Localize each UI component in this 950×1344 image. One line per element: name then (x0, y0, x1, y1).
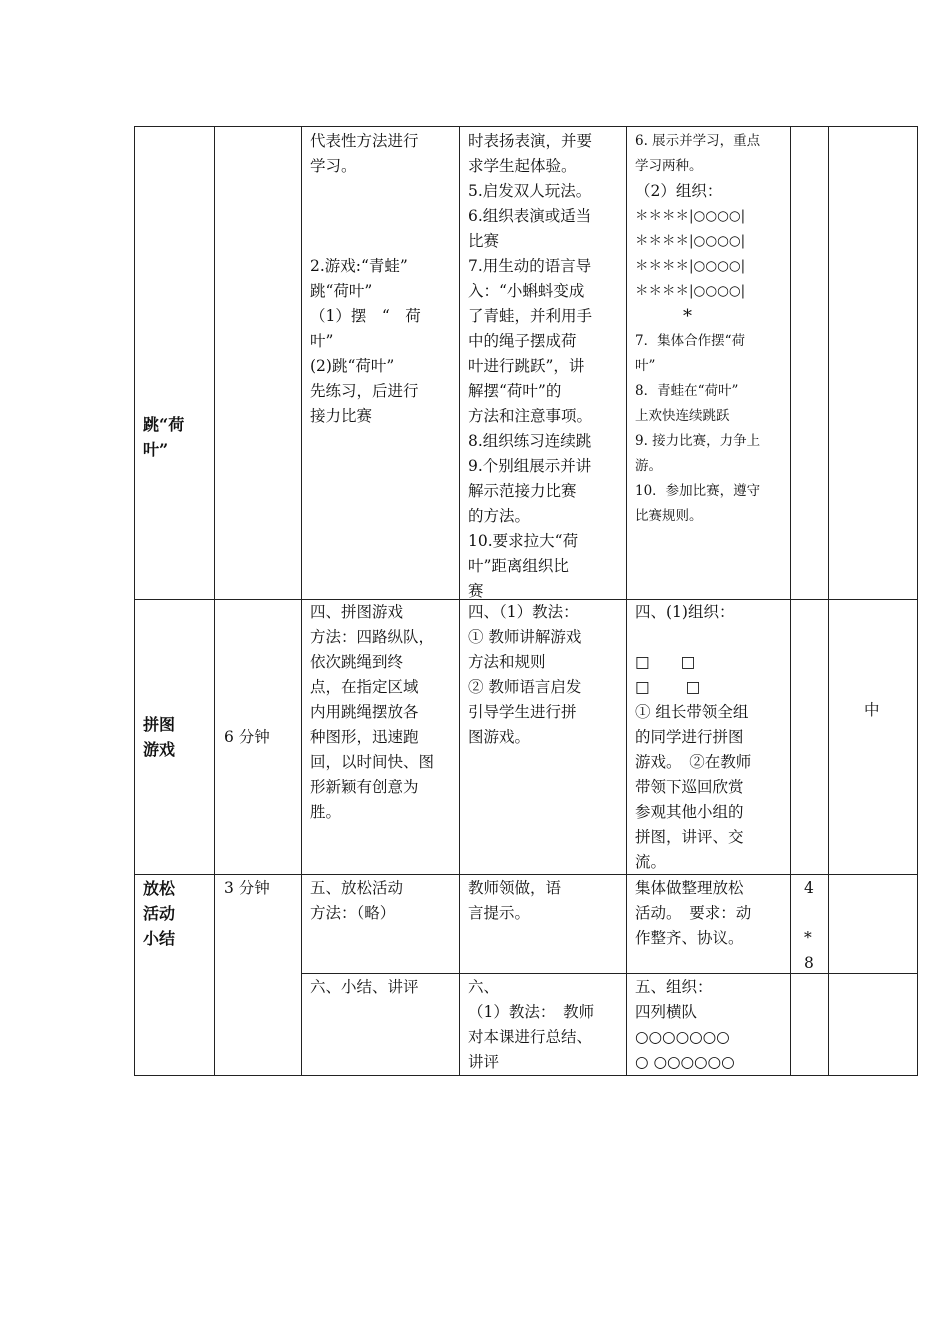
section-label-line: 游戏 (143, 740, 176, 759)
student-line: 6. 展示并学习，重点 (635, 133, 761, 149)
section-label-line: 拼图 (143, 715, 176, 734)
student-line: 7．集体合作摆“荷 (635, 333, 745, 349)
content-line: 五、放松活动 (310, 879, 404, 897)
content-line (310, 204, 454, 229)
teacher-line: 教师领做，语 (468, 879, 562, 897)
content-line: 六、小结、讲评 (310, 978, 419, 996)
time-cell-fangsong (224, 876, 300, 901)
content-line: 学习。 (310, 157, 357, 175)
teacher-line: 的方法。 (468, 507, 531, 525)
teacher-line: 比赛 (468, 232, 500, 250)
teacher-line: 解摆“荷叶”的 (468, 382, 562, 400)
intensity-value: 中 (864, 701, 880, 719)
teacher-line: 讲评 (468, 1053, 500, 1071)
formation-circles: ○ ○○○○○○ (635, 1053, 735, 1071)
content-line: (2)跳“荷叶” (310, 357, 395, 375)
count-line: 8 (804, 954, 814, 972)
student-line (635, 625, 787, 650)
col-divider-2 (301, 126, 302, 1076)
section-label-line: 放松 (143, 879, 176, 898)
student-line: （2）组织： (635, 182, 723, 200)
student-line: 作整齐、协议。 (635, 929, 744, 947)
content-line: （1）摆 “ 荷 (310, 307, 421, 325)
content-line: 方法：四路纵队， (310, 628, 435, 646)
student-line: 叶” (635, 358, 656, 374)
teacher-line: 7.用生动的语言导 (468, 257, 592, 275)
teacher-position-star: * (683, 306, 692, 327)
teacher-cell-tiao-heye (468, 129, 622, 604)
section-label-line: 跳“荷 (143, 415, 185, 434)
student-line: 集体做整理放松 (635, 879, 744, 897)
content-cell-xiaojie (310, 975, 454, 1000)
teacher-cell-xiaojie (468, 975, 622, 1075)
count-line (804, 901, 824, 926)
student-line: 四列横队 (635, 1003, 698, 1021)
student-cell-xiaojie (635, 975, 787, 1075)
teacher-line: 叶进行跳跃”，讲 (468, 357, 585, 375)
content-line: 叶” (310, 332, 334, 350)
student-line: 游。 (635, 458, 662, 474)
count-line: * (804, 929, 812, 947)
formation-line: ＊＊＊＊|○○○○| (635, 233, 746, 249)
formation-line: ＊＊＊＊|○○○○| (635, 283, 746, 299)
section-label-line: 活动 (143, 904, 176, 923)
teacher-line: 入：“小蝌蚪变成 (468, 282, 585, 300)
col-divider-5 (790, 126, 791, 1076)
teacher-line: 了青蛙，并利用手 (468, 307, 593, 325)
student-line: 四、(1)组织： (635, 603, 735, 621)
student-line: 流。 (635, 853, 667, 871)
student-line: 游戏。 ②在教师 (635, 753, 752, 771)
section-label-pintu (143, 712, 211, 762)
teacher-line: 10.要求拉大“荷 (468, 532, 579, 550)
teacher-line: 叶”距离组织比 (468, 557, 569, 575)
content-line: 方法：（略） (310, 904, 396, 922)
student-line: 上欢快连续跳跃 (635, 408, 730, 424)
col-border-right (917, 126, 918, 1076)
student-line: ① 组长带领全组 (635, 703, 749, 721)
teacher-line: 时表扬表演，并要 (468, 132, 593, 150)
teacher-line: 中的绳子摆成荷 (468, 332, 577, 350)
content-line (310, 229, 454, 254)
teacher-line: 六、 (468, 978, 500, 996)
teacher-line: 引导学生进行拼 (468, 703, 577, 721)
content-line: 内用跳绳摆放各 (310, 703, 419, 721)
teacher-line: 四、（1）教法： (468, 603, 579, 621)
content-cell-pintu (310, 600, 454, 825)
teacher-line: 6.组织表演或适当 (468, 207, 592, 225)
student-line: 五、组织： (635, 978, 713, 996)
table-border-bottom (134, 1075, 918, 1076)
teacher-line: 言提示。 (468, 904, 531, 922)
content-line: 四、拼图游戏 (310, 603, 404, 621)
time-cell-pintu (224, 725, 300, 750)
table-border-top (134, 126, 918, 127)
content-line: 回，以时间快、图 (310, 753, 435, 771)
teacher-cell-fangsong (468, 876, 622, 926)
formation-line: ＊＊＊＊|○○○○| (635, 258, 746, 274)
student-cell-tiao-heye (635, 129, 787, 529)
content-line: 胜。 (310, 803, 342, 821)
content-line: 代表性方法进行 (310, 132, 419, 150)
student-cell-fangsong (635, 876, 787, 951)
teacher-line: 赛 (468, 582, 484, 600)
content-line: 形新颖有创意为 (310, 778, 419, 796)
student-line: 10．参加比赛，遵守 (635, 483, 761, 499)
row-divider-2 (134, 874, 918, 875)
formation-squares: □ □ (635, 653, 696, 671)
teacher-line: 图游戏。 (468, 728, 531, 746)
content-line: 依次跳绳到终 (310, 653, 404, 671)
col-divider-3 (459, 126, 460, 1076)
teacher-line: 对本课进行总结、 (468, 1028, 593, 1046)
student-line: 比赛规则。 (635, 508, 703, 524)
formation-circles: ○○○○○○○ (635, 1028, 730, 1046)
teacher-line: 求学生起体验。 (468, 157, 577, 175)
section-label-line: 小结 (143, 929, 176, 948)
student-line: 参观其他小组的 (635, 803, 744, 821)
time-value: 3 分钟 (224, 879, 270, 897)
student-line: 8．青蛙在“荷叶” (635, 383, 739, 399)
section-label-tiao-heye (143, 412, 211, 462)
content-cell-tiao-heye (310, 129, 454, 429)
formation-line: ＊＊＊＊|○○○○| (635, 208, 746, 224)
student-line: 学习两种。 (635, 158, 703, 174)
teacher-line: 5.启发双人玩法。 (468, 182, 592, 200)
teacher-line: 9.个别组展示并讲 (468, 457, 592, 475)
content-line: 种图形，迅速跑 (310, 728, 419, 746)
student-cell-pintu (635, 600, 787, 875)
teacher-cell-pintu (468, 600, 622, 750)
content-line: 跳“荷叶” (310, 282, 373, 300)
col-border-left (134, 126, 135, 1076)
content-line: 点，在指定区域 (310, 678, 419, 696)
time-value: 6 分钟 (224, 728, 270, 746)
formation-squares: □ □ (635, 678, 701, 696)
student-line: 拼图，讲评、交 (635, 828, 744, 846)
col-divider-1 (214, 126, 215, 1076)
student-line: 9. 接力比赛，力争上 (635, 433, 761, 449)
student-line: 的同学进行拼图 (635, 728, 744, 746)
teacher-line: ② 教师语言启发 (468, 678, 582, 696)
teacher-line: ① 教师讲解游戏 (468, 628, 582, 646)
student-line: 带领下巡回欣赏 (635, 778, 744, 796)
teacher-line: 方法和规则 (468, 653, 546, 671)
teacher-line: 解示范接力比赛 (468, 482, 577, 500)
intensity-cell-pintu (864, 698, 894, 723)
teacher-line: 8.组织练习连续跳 (468, 432, 592, 450)
content-line: 先练习，后进行 (310, 382, 419, 400)
content-cell-fangsong (310, 876, 454, 926)
col-divider-6 (828, 126, 829, 1076)
count-line: 4 (804, 879, 814, 897)
student-line: 活动。 要求：动 (635, 904, 752, 922)
section-label-fangsong (143, 876, 211, 951)
row-divider-3 (301, 973, 918, 974)
teacher-line: 方法和注意事项。 (468, 407, 593, 425)
content-line: 接力比赛 (310, 407, 373, 425)
content-line: 2.游戏:“青蛙” (310, 257, 408, 275)
teacher-line: （1）教法： 教师 (468, 1003, 595, 1021)
col-divider-4 (626, 126, 627, 1076)
count-cell-fangsong (804, 876, 824, 976)
content-line (310, 179, 454, 204)
section-label-line: 叶” (143, 440, 169, 459)
